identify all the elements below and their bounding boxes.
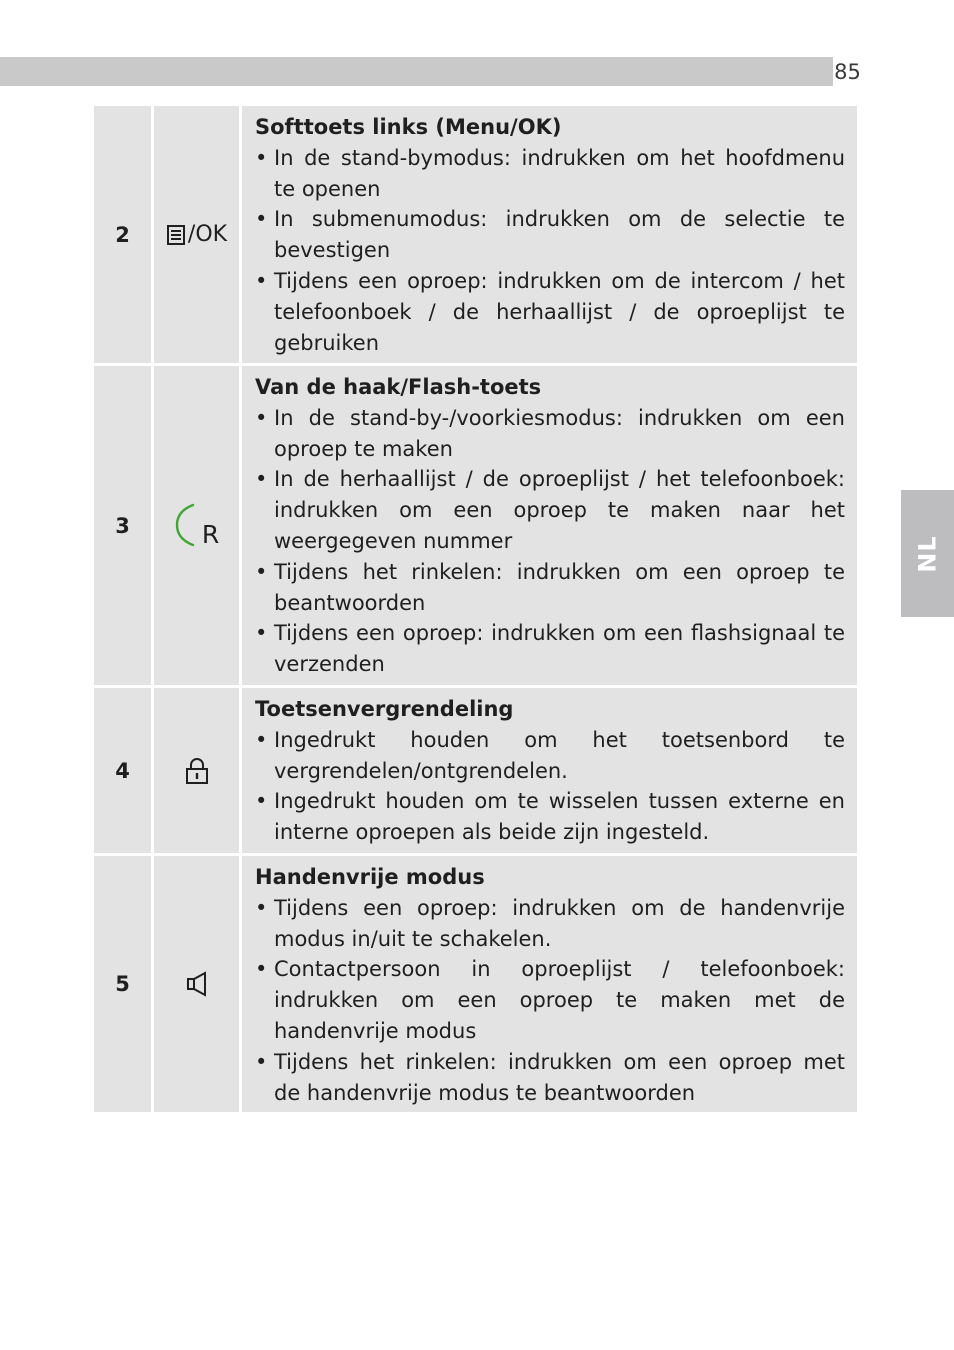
- language-tab-label: NL: [913, 534, 942, 573]
- handset-green-icon: [174, 502, 196, 548]
- list-item: • Ingedrukt houden om het toetsenbord te vergrendelen/ontgrendelen.: [255, 727, 845, 783]
- list-item: • Tijdens het rinkelen: indrukken om een oproep met de handenvrije modus te beantwoorden: [255, 1049, 845, 1105]
- list-item: • In submenumodus: indrukken om de selectie te bevestigen: [255, 207, 845, 263]
- page-number: 85: [834, 60, 861, 84]
- list-item: • Tijdens een oproep: indrukken om een flashsignaal te verzenden: [255, 621, 845, 677]
- key-symbol-cell: [154, 106, 239, 363]
- table-row: [94, 106, 857, 363]
- key-description: [242, 106, 857, 363]
- table-row: [94, 366, 857, 685]
- language-tab: [901, 490, 954, 617]
- list-item: • Tijdens het rinkelen: indrukken om een oproep te beantwoorden: [255, 559, 845, 615]
- table-row: [94, 856, 857, 1112]
- speaker-icon: [185, 971, 209, 997]
- bullet-list: [255, 403, 845, 680]
- function-title: Handenvrije modus: [255, 865, 485, 889]
- key-number: 5: [94, 856, 151, 1112]
- menu-list-icon: [166, 224, 186, 246]
- bullet-list: [255, 893, 845, 1109]
- r-label: R: [201, 520, 220, 549]
- bullet-list: [255, 143, 845, 359]
- list-item: • Ingedrukt houden om te wisselen tussen externe en interne oproepen als beide zijn ingesteld.: [255, 789, 845, 845]
- lock-icon: [185, 757, 209, 785]
- function-title: Softtoets links (Menu/OK): [255, 115, 562, 139]
- key-function-table: [94, 106, 857, 1115]
- list-item: • Contactpersoon in oproeplijst / telefoonboek: indrukken om een oproep te maken met de handenvrije modus: [255, 957, 845, 1043]
- menu-ok-key: [166, 222, 227, 247]
- function-title: Van de haak/Flash-toets: [255, 375, 542, 399]
- key-description: [242, 688, 857, 853]
- header-bar: [0, 57, 833, 86]
- list-item: • In de stand-bymodus: indrukken om het hoofdmenu te openen: [255, 145, 845, 201]
- list-item: • In de herhaallijst / de oproeplijst / het telefoonboek: indrukken om een oproep te maken naar het weergegeven nummer: [255, 467, 845, 553]
- function-title: Toetsenvergrendeling: [255, 697, 514, 721]
- list-item: • Tijdens een oproep: indrukken om de intercom / het telefoonboek / de herhaallijst / de oproeplijst te gebruiken: [255, 268, 845, 355]
- key-symbol-cell: [154, 688, 239, 853]
- key-number: 2: [94, 106, 151, 363]
- table-row: [94, 688, 857, 853]
- key-number: 4: [94, 688, 151, 853]
- key-number: 3: [94, 366, 151, 685]
- key-symbol-cell: [154, 366, 239, 685]
- call-r-key: [174, 502, 219, 549]
- key-symbol-cell: [154, 856, 239, 1112]
- key-description: [242, 856, 857, 1112]
- ok-label: /OK: [187, 222, 228, 247]
- bullet-list: [255, 725, 845, 848]
- list-item: • Tijdens een oproep: indrukken om de handenvrije modus in/uit te schakelen.: [255, 895, 845, 951]
- key-description: [242, 366, 857, 685]
- list-item: • In de stand-by-/voorkiesmodus: indrukken om een oproep te maken: [255, 405, 845, 461]
